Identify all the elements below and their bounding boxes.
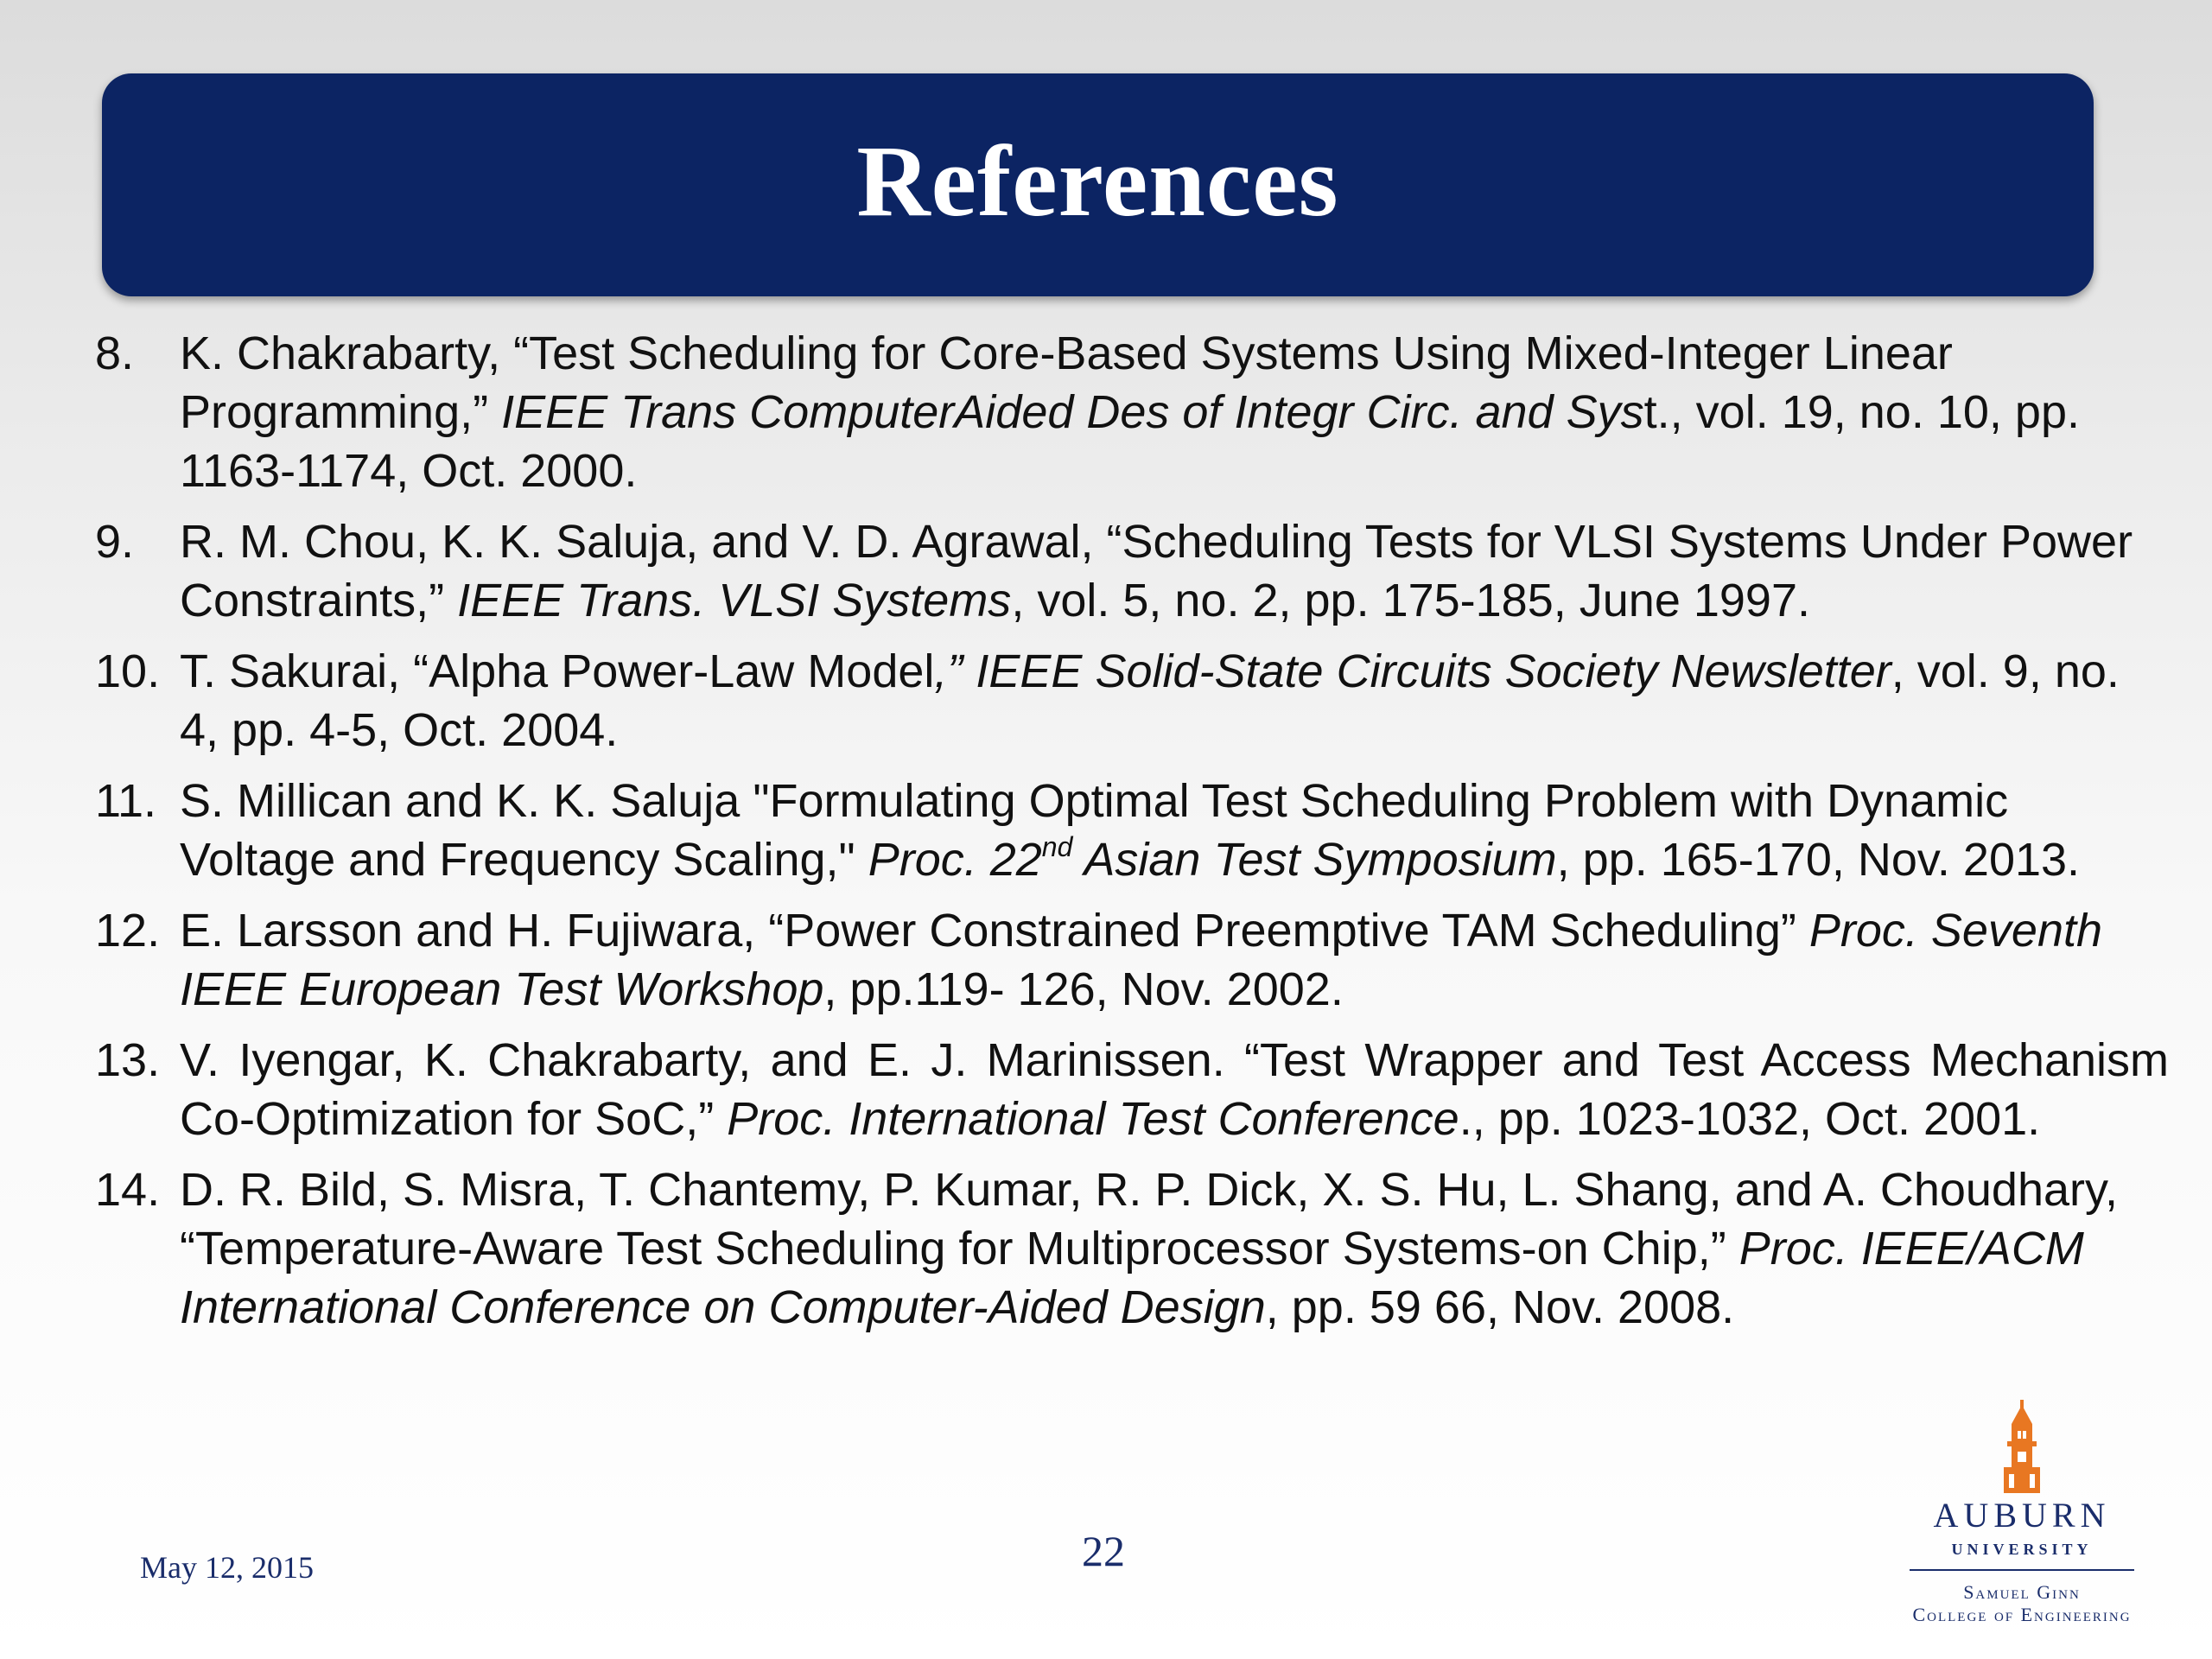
logo-university: UNIVERSITY — [1951, 1541, 2093, 1558]
reference-segment: , vol. 5, no. 2, pp. 175-185, June 1997. — [1011, 575, 1810, 626]
reference-number: 8. — [95, 327, 135, 379]
footer-date: May 12, 2015 — [140, 1550, 314, 1585]
tower-icon — [1983, 1400, 2061, 1495]
reference-italic-segment: Proc. IEEE/ACM International Conference on Computer-Aided Design — [180, 1223, 2084, 1333]
reference-number: 14. — [95, 1164, 161, 1216]
logo-name: AUBURN — [1933, 1496, 2111, 1535]
auburn-logo — [1866, 1400, 2177, 1633]
reference-segment: D. R. Bild, S. Misra, T. Chantemy, P. Kumar, R. P. Dick, X. S. Hu, L. Shang, and A. Choudhary, “Temperature-Aware Test Scheduling for Multiprocessor Systems-on Chip,” — [180, 1164, 2119, 1274]
reference-italic-segment: ,” IEEE Solid-State Circuits Society Newsletter — [934, 645, 1891, 697]
reference-segment: , pp. 165-170, Nov. 2013. — [1556, 834, 2081, 886]
logo-divider — [1910, 1569, 2134, 1571]
title-banner — [102, 73, 2094, 296]
reference-segment: , pp. 59 66, Nov. 2008. — [1265, 1281, 1735, 1333]
logo-line-1: Samuel Ginn — [1963, 1581, 2081, 1603]
reference-item — [95, 1031, 2169, 1148]
reference-text — [180, 642, 2169, 760]
reference-italic-segment: Proc. International Test Conference — [727, 1093, 1459, 1145]
reference-item — [95, 772, 2169, 889]
reference-segment: K. Chakrabarty, “Test Scheduling for Core-Based Systems Using Mixed-Integer Linear Programming,” — [180, 327, 1953, 438]
reference-text — [180, 901, 2169, 1019]
reference-item — [95, 324, 2169, 500]
reference-italic-segment: IEEE Trans ComputerAided Des of Integr Circ. and Sys — [501, 386, 1644, 438]
reference-segment: V. Iyengar, K. Chakrabarty, and E. J. Marinissen. “Test Wrapper and Test Access Mechanism Co-Optimization for SoC,” — [180, 1034, 2169, 1145]
reference-italic-segment: IEEE Trans. VLSI Systems — [457, 575, 1012, 626]
logo-line-2: College of Engineering — [1912, 1604, 2132, 1625]
reference-segment: ., pp. 1023-1032, Oct. 2001. — [1459, 1093, 2041, 1145]
reference-item — [95, 1160, 2169, 1337]
reference-number: 13. — [95, 1034, 161, 1086]
page-number: 22 — [1082, 1527, 1125, 1575]
reference-text — [180, 772, 2169, 889]
reference-item — [95, 512, 2169, 630]
reference-number: 10. — [95, 645, 161, 697]
reference-text — [180, 1031, 2169, 1148]
reference-italic-segment: Asian Test Symposium — [1072, 834, 1557, 886]
reference-segment: t., vol. 19, no. 10, pp. 1163-1174, Oct. 2000. — [180, 386, 2080, 497]
reference-number: 12. — [95, 905, 161, 957]
reference-italic-segment: Proc. Seventh IEEE European Test Workshop — [180, 905, 2103, 1015]
reference-number: 9. — [95, 516, 135, 568]
page-title: References — [856, 124, 1339, 238]
reference-segment: , pp.119- 126, Nov. 2002. — [823, 963, 1344, 1015]
reference-superscript: nd — [1041, 831, 1073, 862]
reference-segment: E. Larsson and H. Fujiwara, “Power Constrained Preemptive TAM Scheduling” — [180, 905, 1809, 957]
reference-segment: R. M. Chou, K. K. Saluja, and V. D. Agrawal, “Scheduling Tests for VLSI Systems Under Power Constraints,” — [180, 516, 2133, 626]
reference-text — [180, 1160, 2169, 1337]
reference-number: 11. — [95, 775, 157, 827]
reference-list — [95, 324, 2169, 1349]
reference-segment: S. Millican and K. K. Saluja "Formulating Optimal Test Scheduling Problem with Dynamic Voltage and Frequency Scaling," — [180, 775, 2009, 886]
reference-italic-segment: Proc. 22 — [868, 834, 1042, 886]
reference-item — [95, 901, 2169, 1019]
reference-segment: T. Sakurai, “Alpha Power-Law Model — [180, 645, 935, 697]
reference-text — [180, 324, 2169, 500]
reference-segment: , vol. 9, no. 4, pp. 4-5, Oct. 2004. — [180, 645, 2120, 756]
reference-text — [180, 512, 2169, 630]
reference-item — [95, 642, 2169, 760]
